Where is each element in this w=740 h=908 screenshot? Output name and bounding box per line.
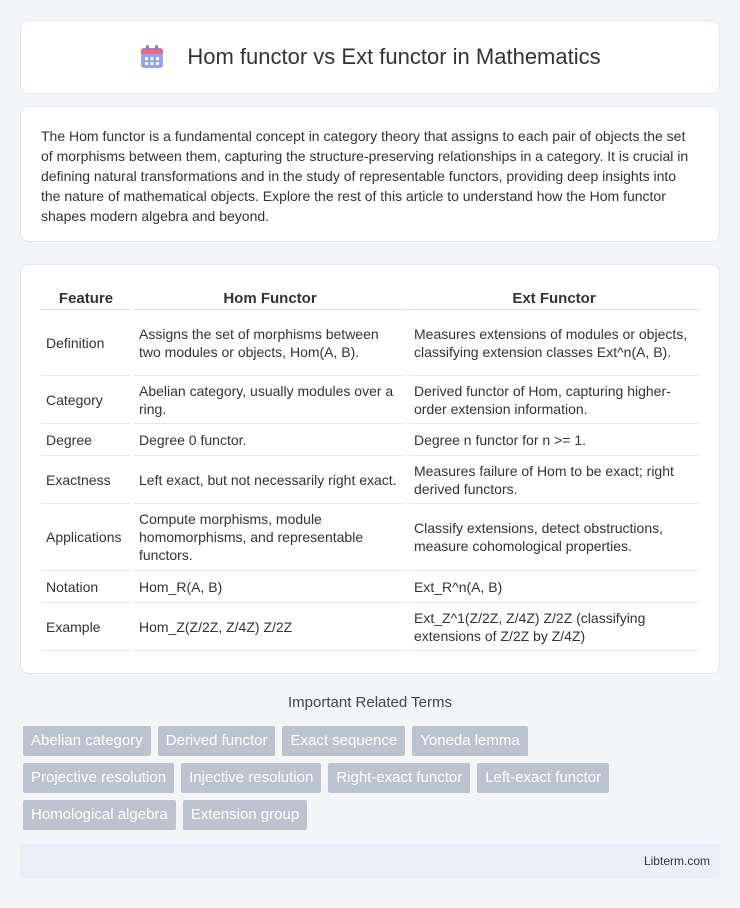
row-feature: Category xyxy=(41,376,131,424)
comparison-table-card xyxy=(20,264,720,674)
tag-left-exact-functor[interactable]: Left-exact functor xyxy=(477,763,609,793)
intro-text: The Hom functor is a fundamental concept in category theory that assigns to each pair of objects the set of morphisms between them, capturing the structure-preserving relationships in a category. It is crucial in defining natural transformations and in the study of representable functors, providing deep insights into the nature of mathematical objects. Explore the rest of this article to understand how the Hom functor shapes modern algebra and beyond. xyxy=(41,128,689,224)
comparison-table xyxy=(38,285,702,651)
row-hom: Assigns the set of morphisms between two modules or objects, Hom(A, B). xyxy=(134,310,406,376)
tag-projective-resolution[interactable]: Projective resolution xyxy=(23,763,174,793)
tag-abelian-category[interactable]: Abelian category xyxy=(23,726,151,756)
row-feature: Notation xyxy=(41,571,131,603)
row-feature: Definition xyxy=(41,310,131,376)
tag-row xyxy=(23,763,723,793)
row-ext: Measures extensions of modules or objects, classifying extension classes Ext^n(A, B). xyxy=(409,310,699,376)
row-ext: Degree n functor for n >= 1. xyxy=(409,424,699,456)
row-ext: Ext_R^n(A, B) xyxy=(409,571,699,603)
row-hom: Abelian category, usually modules over a ring. xyxy=(134,376,406,424)
tag-homological-algebra[interactable]: Homological algebra xyxy=(23,800,176,830)
row-feature: Exactness xyxy=(41,456,131,504)
tag-row xyxy=(23,726,723,756)
related-terms-tags xyxy=(23,726,723,837)
row-hom: Hom_Z(Z/2Z, Z/4Z) Z/2Z xyxy=(134,603,406,651)
row-hom: Degree 0 functor. xyxy=(134,424,406,456)
tag-exact-sequence[interactable]: Exact sequence xyxy=(282,726,405,756)
header-hom: Hom Functor xyxy=(134,285,406,310)
footer-site-link[interactable]: Libterm.com xyxy=(643,854,710,868)
page-title: Hom functor vs Ext functor in Mathematics xyxy=(187,44,601,69)
row-ext: Ext_Z^1(Z/2Z, Z/4Z) Z/2Z (classifying extensions of Z/2Z by Z/4Z) xyxy=(409,603,699,651)
title-card xyxy=(20,20,720,94)
row-hom: Hom_R(A, B) xyxy=(134,571,406,603)
header-ext: Ext Functor xyxy=(409,285,699,310)
tag-row xyxy=(23,800,723,830)
table-row xyxy=(41,603,699,651)
row-ext: Derived functor of Hom, capturing higher-order extension information. xyxy=(409,376,699,424)
row-feature: Applications xyxy=(41,504,131,571)
tag-derived-functor[interactable]: Derived functor xyxy=(158,726,276,756)
tag-extension-group[interactable]: Extension group xyxy=(183,800,307,830)
footer xyxy=(20,844,720,878)
table-row xyxy=(41,571,699,603)
row-hom: Compute morphisms, module homomorphisms, and representable functors. xyxy=(134,504,406,571)
table-row xyxy=(41,504,699,571)
calendar-icon xyxy=(139,44,165,70)
tag-right-exact-functor[interactable]: Right-exact functor xyxy=(328,763,470,793)
table-row xyxy=(41,456,699,504)
row-ext: Measures failure of Hom to be exact; right derived functors. xyxy=(409,456,699,504)
related-terms-title: Important Related Terms xyxy=(288,694,452,711)
table-row xyxy=(41,310,699,376)
row-ext: Classify extensions, detect obstructions, measure cohomological properties. xyxy=(409,504,699,571)
header-feature: Feature xyxy=(41,285,131,310)
row-feature: Example xyxy=(41,603,131,651)
table-row xyxy=(41,424,699,456)
intro-card xyxy=(20,106,720,242)
tag-injective-resolution[interactable]: Injective resolution xyxy=(181,763,321,793)
tag-yoneda-lemma[interactable]: Yoneda lemma xyxy=(412,726,528,756)
row-hom: Left exact, but not necessarily right exact. xyxy=(134,456,406,504)
table-header-row xyxy=(41,285,699,310)
row-feature: Degree xyxy=(41,424,131,456)
table-row xyxy=(41,376,699,424)
